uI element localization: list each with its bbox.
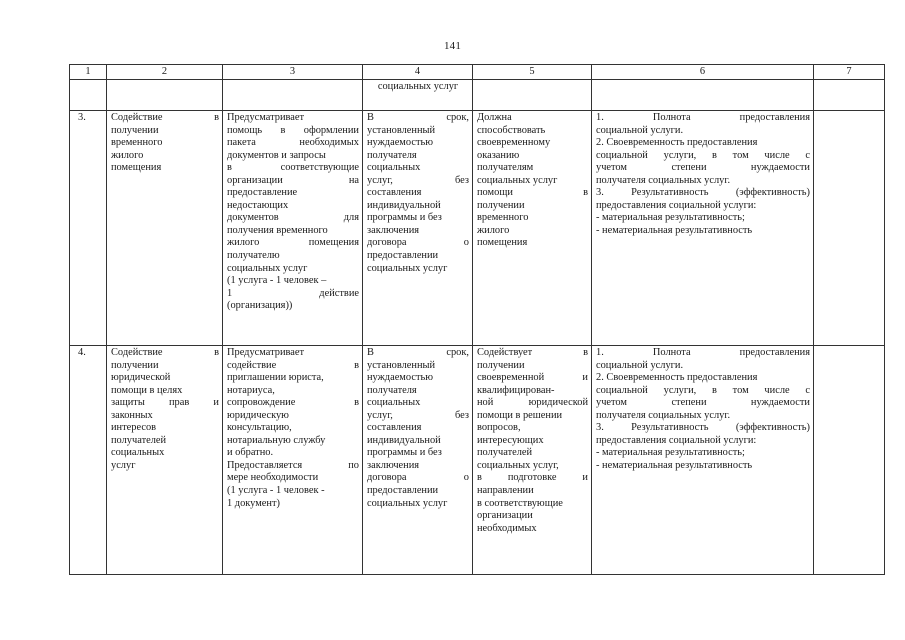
table-cell bbox=[473, 80, 592, 111]
cell-text-line: временного bbox=[111, 137, 163, 149]
cell-text-line: организации на bbox=[227, 174, 359, 186]
services-table bbox=[69, 64, 885, 575]
cell-text-line: В срок, bbox=[367, 112, 469, 123]
cell-text-line: социальных услуг, bbox=[477, 459, 559, 471]
cell-text-line: (1 услуга - 1 человек - bbox=[227, 485, 325, 497]
cell-text-line: помещения bbox=[111, 162, 162, 174]
cell-text-line: защиты прав и bbox=[111, 397, 219, 409]
cell-text-line: получении bbox=[111, 359, 159, 371]
cell-text-line: временного bbox=[477, 212, 529, 224]
cell-text-line: социальной услуги, в том числе с bbox=[596, 384, 810, 396]
cell-text-line: помещения bbox=[477, 237, 528, 249]
cell-text-line: получателю bbox=[227, 250, 280, 262]
service-description-cell bbox=[223, 111, 363, 346]
cell-text-line: программы и без bbox=[367, 447, 442, 459]
cell-text-line: социальных bbox=[111, 447, 165, 459]
cell-text-line: - нематериальная результативность bbox=[596, 459, 753, 471]
cell-text-line: получении bbox=[477, 359, 525, 371]
cell-text-line: заключения bbox=[367, 224, 420, 236]
cell-text-line: - материальная результативность; bbox=[596, 447, 745, 459]
service-term-cell bbox=[363, 346, 473, 575]
cell-text-line: индивидуальной bbox=[367, 434, 441, 446]
cell-text-line: вопросов, bbox=[477, 422, 521, 434]
cell-text-line: составления bbox=[367, 187, 422, 199]
cell-text-line: и обратно. bbox=[227, 447, 274, 459]
cell-text-line: квалифицирован- bbox=[477, 384, 555, 396]
table-cell bbox=[223, 80, 363, 111]
cell-text-line: жилого помещения bbox=[227, 237, 359, 249]
conditions-cell bbox=[814, 346, 885, 575]
cell-text-line: учетом степени нуждаемости bbox=[596, 397, 810, 409]
cell-text-line: В срок, bbox=[367, 347, 469, 358]
cell-text-line: интересов bbox=[111, 422, 157, 434]
column-number-row bbox=[70, 65, 885, 80]
cell-text-line: документов и запросы bbox=[227, 149, 326, 161]
service-name-cell bbox=[107, 111, 223, 346]
service-term-cell bbox=[363, 111, 473, 346]
cell-text-line: направлении bbox=[477, 485, 534, 497]
cell-text-line: установленный bbox=[367, 124, 436, 136]
cell-text-line: получения временного bbox=[227, 224, 328, 236]
cell-text-line: сопровождение в bbox=[227, 397, 359, 409]
cell-text-line: жилого bbox=[111, 149, 144, 161]
cell-text-line: программы и без bbox=[367, 212, 442, 224]
cell-text-line: заключения bbox=[367, 459, 420, 471]
cell-text-line: социальных услуг bbox=[477, 174, 558, 186]
cell-text-line: Предусматривает bbox=[227, 112, 305, 123]
cell-text-line: получателя bbox=[367, 149, 417, 161]
cell-text-line: пакета необходимых bbox=[227, 137, 359, 149]
cell-text-line: ной юридической bbox=[477, 397, 588, 409]
cell-text-line: услуг bbox=[111, 459, 136, 471]
cell-text-line: получателя bbox=[367, 384, 417, 396]
column-number: 2 bbox=[107, 65, 223, 80]
cell-text-line: договора о bbox=[367, 472, 469, 484]
column-number: 6 bbox=[592, 65, 814, 80]
cell-text-line: в соответствующие bbox=[227, 162, 359, 174]
conditions-cell bbox=[814, 111, 885, 346]
cell-text-line: нотариуса, bbox=[227, 384, 275, 396]
cell-text-line: услуг, без bbox=[367, 174, 469, 186]
row-number: 3. bbox=[70, 111, 107, 346]
quality-indicators-cell bbox=[592, 111, 814, 346]
cell-text-line: Предоставляется по bbox=[227, 459, 359, 471]
quality-indicators-cell bbox=[592, 346, 814, 575]
cell-text-line: 1. Полнота предоставления bbox=[596, 347, 810, 358]
cell-text-line: (организация)) bbox=[227, 300, 293, 312]
table-cell bbox=[70, 80, 107, 111]
table-cell bbox=[107, 80, 223, 111]
cell-text-line: содействие в bbox=[227, 359, 359, 371]
cell-text-line: предоставления социальной услуги: bbox=[596, 434, 757, 446]
cell-text-line: своевременной и bbox=[477, 372, 588, 384]
cell-text-line: индивидуальной bbox=[367, 199, 441, 211]
cell-text-line: получателей bbox=[477, 447, 533, 459]
cell-text-line: установленный bbox=[367, 359, 436, 371]
column-number: 3 bbox=[223, 65, 363, 80]
cell-text-line: социальной услуги. bbox=[596, 359, 684, 371]
cell-text-line: нуждаемостью bbox=[367, 372, 433, 384]
cell-text-line: социальной услуги. bbox=[596, 124, 684, 136]
cell-text-line: помощи в bbox=[477, 187, 588, 199]
cell-text-line: законных bbox=[111, 409, 153, 421]
column-number: 4 bbox=[363, 65, 473, 80]
cell-text-line: способствовать bbox=[477, 124, 546, 136]
cell-text-line: получателя социальных услуг. bbox=[596, 409, 731, 421]
cell-text-line: Содействует в bbox=[477, 347, 588, 358]
cell-text-line: интересующих bbox=[477, 434, 544, 446]
cell-text-line: в соответствующие bbox=[477, 497, 563, 509]
cell-text-line: юридическую bbox=[227, 409, 289, 421]
cell-text-line: социальных услуг bbox=[367, 262, 448, 274]
cell-text-line: получении bbox=[111, 124, 159, 136]
row-number: 4. bbox=[70, 346, 107, 575]
table-row bbox=[70, 346, 885, 575]
continuation-term-cell: социальных услуг bbox=[363, 80, 473, 111]
table-cell bbox=[592, 80, 814, 111]
cell-text-line: 1. Полнота предоставления bbox=[596, 112, 810, 123]
cell-text-line: предоставлении bbox=[367, 485, 439, 497]
cell-text-line: документов для bbox=[227, 212, 359, 224]
cell-text-line: оказанию bbox=[477, 149, 520, 161]
cell-text-line: Содействие в bbox=[111, 112, 219, 123]
cell-text-line: 1 действие bbox=[227, 287, 359, 299]
cell-text-line: нуждаемостью bbox=[367, 137, 433, 149]
cell-text-line: - нематериальная результативность bbox=[596, 224, 753, 236]
cell-text-line: нотариальную службу bbox=[227, 434, 326, 446]
service-name-cell bbox=[107, 346, 223, 575]
cell-text-line: приглашении юриста, bbox=[227, 372, 324, 384]
cell-text-line: социальных bbox=[367, 162, 421, 174]
cell-text-line: 3. Результативность (эффективность) bbox=[596, 187, 810, 199]
column-number: 1 bbox=[70, 65, 107, 80]
cell-text-line: помощи в решении bbox=[477, 409, 563, 421]
cell-text-line: 2. Своевременность предоставления bbox=[596, 137, 758, 149]
cell-text-line: получателя социальных услуг. bbox=[596, 174, 731, 186]
cell-text-line: своевременному bbox=[477, 137, 551, 149]
continuation-row bbox=[70, 80, 885, 111]
cell-text-line: жилого bbox=[477, 224, 510, 236]
cell-text-line: необходимых bbox=[477, 522, 537, 534]
cell-text-line: организации bbox=[477, 510, 533, 522]
cell-text-line: предоставления социальной услуги: bbox=[596, 199, 757, 211]
column-number: 7 bbox=[814, 65, 885, 80]
cell-text-line: социальных bbox=[367, 397, 421, 409]
cell-text-line: Должна bbox=[477, 112, 512, 123]
cell-text-line: помощь в оформлении bbox=[227, 124, 359, 136]
cell-text-line: Содействие в bbox=[111, 347, 219, 358]
cell-text-line: учетом степени нуждаемости bbox=[596, 162, 810, 174]
service-result-cell bbox=[473, 111, 592, 346]
cell-text-line: социальной услуги, в том числе с bbox=[596, 149, 810, 161]
cell-text-line: помощи в целях bbox=[111, 384, 183, 396]
cell-text-line: Предусматривает bbox=[227, 347, 305, 358]
table-cell bbox=[814, 80, 885, 111]
cell-text-line: в подготовке и bbox=[477, 472, 588, 484]
cell-text-line: 3. Результативность (эффективность) bbox=[596, 422, 810, 434]
cell-text-line: социальных услуг bbox=[367, 497, 448, 509]
table-row bbox=[70, 111, 885, 346]
cell-text-line: социальных услуг bbox=[227, 262, 308, 274]
cell-text-line: 1 документ) bbox=[227, 497, 280, 509]
cell-text-line: составления bbox=[367, 422, 422, 434]
cell-text-line: юридической bbox=[111, 372, 171, 384]
cell-text-line: получении bbox=[477, 199, 525, 211]
cell-text-line: услуг, без bbox=[367, 409, 469, 421]
cell-text-line: - материальная результативность; bbox=[596, 212, 745, 224]
cell-text-line: 2. Своевременность предоставления bbox=[596, 372, 758, 384]
cell-text-line: договора о bbox=[367, 237, 469, 249]
cell-text-line: предоставление bbox=[227, 187, 298, 199]
cell-text-line: получателям bbox=[477, 162, 534, 174]
service-description-cell bbox=[223, 346, 363, 575]
cell-text-line: недостающих bbox=[227, 199, 289, 211]
cell-text-line: мере необходимости bbox=[227, 472, 319, 484]
service-result-cell bbox=[473, 346, 592, 575]
cell-text-line: консультацию, bbox=[227, 422, 292, 434]
column-number: 5 bbox=[473, 65, 592, 80]
cell-text-line: (1 услуга - 1 человек – bbox=[227, 275, 327, 287]
cell-text-line: предоставлении bbox=[367, 250, 439, 262]
cell-text-line: получателей bbox=[111, 434, 167, 446]
page-number: 141 bbox=[443, 40, 462, 52]
